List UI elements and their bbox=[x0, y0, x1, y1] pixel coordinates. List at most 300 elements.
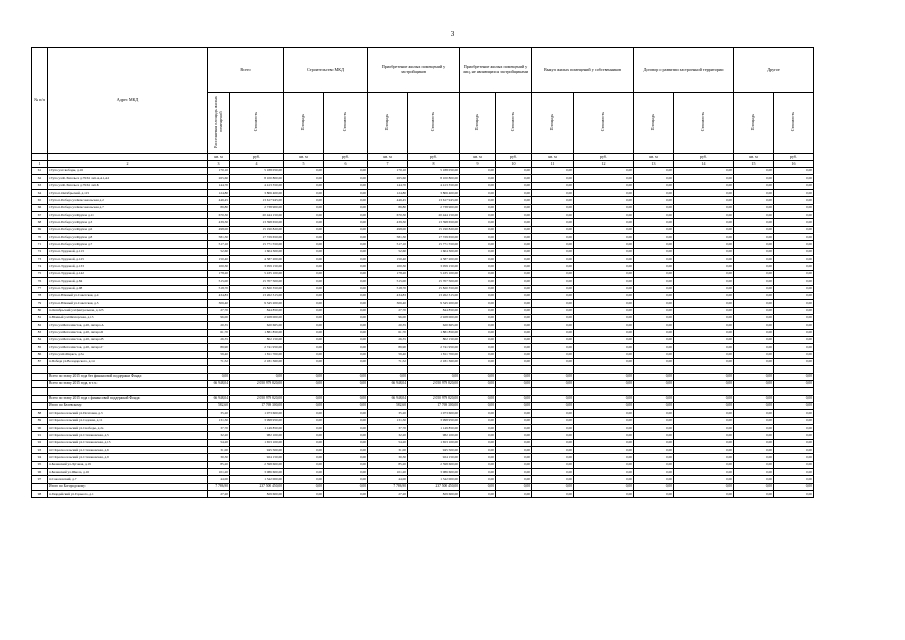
cost-cell: 0,00 bbox=[574, 439, 634, 446]
cost-cell: 0,00 bbox=[674, 469, 734, 476]
area-cell: 0,00 bbox=[460, 380, 496, 387]
area-cell: 0,00 bbox=[460, 197, 496, 204]
table-row bbox=[32, 425, 814, 432]
cost-cell: 802 150,00 bbox=[408, 336, 460, 343]
header-group-developers: Приобретение жилых помещений у застройщиков bbox=[368, 48, 460, 93]
header-col-num: № п/п bbox=[32, 48, 48, 154]
table-row bbox=[32, 314, 814, 321]
cost-cell: 0,00 bbox=[774, 447, 814, 454]
table-row bbox=[32, 454, 814, 461]
area-cell: 0,00 bbox=[460, 491, 496, 498]
address-cell: п.Белевский ул.Школа, д.16 bbox=[48, 469, 208, 476]
area-cell: 0,00 bbox=[284, 491, 324, 498]
cost-cell: 2 050 979 820,00 bbox=[408, 380, 460, 387]
area-cell: 0,00 bbox=[460, 175, 496, 182]
area-cell: 71,52 bbox=[208, 358, 230, 365]
cost-cell: 0,00 bbox=[574, 197, 634, 204]
cost-cell: 2 738 900,00 bbox=[408, 204, 460, 211]
area-cell: 0,00 bbox=[532, 410, 574, 417]
row-number: 75 bbox=[32, 270, 48, 277]
table-body bbox=[32, 168, 814, 498]
cost-cell: 0,00 bbox=[574, 351, 634, 358]
area-cell: 0,00 bbox=[284, 395, 324, 402]
cost-cell: 3 998 950,00 bbox=[408, 417, 460, 424]
cost-cell: 0,00 bbox=[674, 336, 734, 343]
area-cell: 0,00 bbox=[460, 454, 496, 461]
area-cell: 0,00 bbox=[532, 226, 574, 233]
area-cell: 0,00 bbox=[532, 439, 574, 446]
address-cell: г.Тула ул.Ф.Энгельса д.79/61 лит.Б bbox=[48, 182, 208, 189]
cost-cell: 0,00 bbox=[674, 373, 734, 380]
cost-cell: 0,00 bbox=[496, 278, 532, 285]
header-col-number: 11 bbox=[532, 161, 574, 168]
header-unit-area: кв. м bbox=[734, 154, 774, 161]
cost-cell: 0,00 bbox=[324, 197, 368, 204]
area-cell: 124,80 bbox=[368, 190, 408, 197]
cost-cell: 0,00 bbox=[574, 204, 634, 211]
area-cell: 31,00 bbox=[208, 447, 230, 454]
cost-cell: 4 587 200,00 bbox=[408, 256, 460, 263]
table-cell-empty bbox=[230, 366, 284, 373]
cost-cell: 0,00 bbox=[324, 380, 368, 387]
area-cell: 306,40 bbox=[368, 300, 408, 307]
area-cell: 0,00 bbox=[734, 461, 774, 468]
cost-cell: 0,00 bbox=[674, 307, 734, 314]
cost-cell: 2 050 979 820,00 bbox=[230, 380, 284, 387]
cost-cell: 2 741 950,00 bbox=[408, 344, 460, 351]
area-cell: 0,00 bbox=[734, 168, 774, 175]
header-col-number: 2 bbox=[48, 161, 208, 168]
row-number: 97 bbox=[32, 476, 48, 483]
table-spacer-row bbox=[32, 388, 814, 395]
cost-cell: 0,00 bbox=[574, 483, 634, 490]
cost-cell: 0,00 bbox=[674, 270, 734, 277]
row-number: 63 bbox=[32, 182, 48, 189]
row-number bbox=[32, 380, 48, 387]
cost-cell: 0,00 bbox=[674, 447, 734, 454]
address-cell: п.Южный ул.Шахтерская, д.13 bbox=[48, 314, 208, 321]
cost-cell: 1 149 850,00 bbox=[408, 425, 460, 432]
cost-cell: 3 998 950,00 bbox=[230, 417, 284, 424]
cost-cell: 0,00 bbox=[674, 182, 734, 189]
area-cell: 0,00 bbox=[460, 439, 496, 446]
cost-cell: 0,00 bbox=[496, 425, 532, 432]
table-row bbox=[32, 351, 814, 358]
area-cell: 0,00 bbox=[734, 336, 774, 343]
cost-cell: 0,00 bbox=[496, 197, 532, 204]
cost-cell: 0,00 bbox=[574, 373, 634, 380]
cost-cell: 0,00 bbox=[574, 175, 634, 182]
cost-cell: 2 928 000,00 bbox=[408, 314, 460, 321]
cost-cell: 17 769 300,00 bbox=[408, 403, 460, 410]
cost-cell: 0,00 bbox=[774, 329, 814, 336]
cost-cell: 0,00 bbox=[674, 351, 734, 358]
cost-cell: 0,00 bbox=[574, 182, 634, 189]
cost-cell: 15 707 500,00 bbox=[408, 278, 460, 285]
cost-cell: 0,00 bbox=[774, 395, 814, 402]
area-cell: 0,00 bbox=[532, 234, 574, 241]
area-cell: 170,10 bbox=[368, 168, 408, 175]
area-cell: 61,70 bbox=[208, 329, 230, 336]
cost-cell: 0,00 bbox=[324, 432, 368, 439]
address-cell: г.Тула п.Трудовой, д.113 bbox=[48, 248, 208, 255]
area-cell: 0,00 bbox=[284, 329, 324, 336]
area-cell: 0,00 bbox=[532, 263, 574, 270]
area-cell: 0,00 bbox=[634, 248, 674, 255]
area-cell: 0,00 bbox=[634, 483, 674, 490]
table-cell-empty bbox=[324, 366, 368, 373]
header-col-number: 7 bbox=[368, 161, 408, 168]
header-group-buyout: Выкуп жилых помещений у собственников bbox=[532, 48, 634, 93]
table-cell-empty bbox=[734, 388, 774, 395]
cost-cell: 982 100,00 bbox=[230, 432, 284, 439]
area-cell: 32,20 bbox=[208, 432, 230, 439]
area-cell: 52,60 bbox=[368, 248, 408, 255]
area-cell: 66 948,04 bbox=[368, 380, 408, 387]
area-cell: 20,35 bbox=[368, 322, 408, 329]
cost-cell: 0,00 bbox=[324, 476, 368, 483]
address-cell: г.Тула ул.Металлистов, д.20, литера Б bbox=[48, 329, 208, 336]
header-unit-blank bbox=[32, 154, 48, 161]
table-summary-row bbox=[32, 403, 814, 410]
area-cell: 0,00 bbox=[460, 358, 496, 365]
area-cell: 582,60 bbox=[368, 403, 408, 410]
header-unit-cost: руб. bbox=[408, 154, 460, 161]
area-cell: 66 948,04 bbox=[368, 395, 408, 402]
area-cell: 54,20 bbox=[368, 439, 408, 446]
cost-cell: 0,00 bbox=[574, 329, 634, 336]
area-cell: 0,00 bbox=[460, 278, 496, 285]
address-cell: пгт Красносельский ул.Стахановская, д.9 bbox=[48, 454, 208, 461]
cost-cell: 0,00 bbox=[496, 344, 532, 351]
area-cell: 0,00 bbox=[532, 483, 574, 490]
area-cell: 0,00 bbox=[734, 395, 774, 402]
address-cell: г.Тула ул.Металлистов, д.20, литера В bbox=[48, 336, 208, 343]
cost-cell: 0,00 bbox=[324, 425, 368, 432]
area-cell: 0,00 bbox=[460, 219, 496, 226]
cost-cell: 0,00 bbox=[774, 256, 814, 263]
cost-cell: 0,00 bbox=[496, 329, 532, 336]
area-cell: 178,20 bbox=[208, 270, 230, 277]
cost-cell: 0,00 bbox=[674, 285, 734, 292]
cost-cell: 0,00 bbox=[496, 336, 532, 343]
cost-cell: 0,00 bbox=[324, 461, 368, 468]
header-col-number: 1 bbox=[32, 161, 48, 168]
row-number: 66 bbox=[32, 204, 48, 211]
table-row bbox=[32, 447, 814, 454]
row-number: 85 bbox=[32, 344, 48, 351]
area-cell: 0,00 bbox=[532, 432, 574, 439]
cost-cell: 0,00 bbox=[324, 248, 368, 255]
table-row bbox=[32, 248, 814, 255]
cost-cell: 0,00 bbox=[774, 270, 814, 277]
area-cell: 0,00 bbox=[460, 226, 496, 233]
cost-cell: 0,00 bbox=[324, 491, 368, 498]
area-cell: 0,00 bbox=[634, 410, 674, 417]
cost-cell: 0,00 bbox=[408, 373, 460, 380]
cost-cell: 829 600,00 bbox=[408, 491, 460, 498]
cost-cell: 13 262 315,00 bbox=[408, 292, 460, 299]
header-sub-cost: Стоимость bbox=[674, 93, 734, 154]
cost-cell: 0,00 bbox=[774, 248, 814, 255]
cost-cell: 0,00 bbox=[324, 344, 368, 351]
area-cell: 0,00 bbox=[284, 469, 324, 476]
area-cell: 0,00 bbox=[532, 307, 574, 314]
summary-label: Итого по Белевскому: bbox=[48, 403, 208, 410]
table-cell-empty bbox=[324, 388, 368, 395]
header-unit-cost: руб. bbox=[774, 154, 814, 161]
table-cell-empty bbox=[574, 388, 634, 395]
address-cell: г.Тула п.Трудовой, д.84 bbox=[48, 278, 208, 285]
area-cell: 0,00 bbox=[460, 483, 496, 490]
area-cell: 517,10 bbox=[208, 241, 230, 248]
cost-cell: 0,00 bbox=[774, 476, 814, 483]
header-unit-cost: руб. bbox=[324, 154, 368, 161]
cost-cell: 0,00 bbox=[496, 270, 532, 277]
cost-cell: 0,00 bbox=[674, 476, 734, 483]
cost-cell: 0,00 bbox=[324, 439, 368, 446]
cost-cell: 0,00 bbox=[496, 226, 532, 233]
cost-cell: 0,00 bbox=[574, 425, 634, 432]
cost-cell: 15 707 500,00 bbox=[230, 278, 284, 285]
cost-cell: 0,00 bbox=[324, 336, 368, 343]
area-cell: 0,00 bbox=[284, 190, 324, 197]
cost-cell: 0,00 bbox=[774, 322, 814, 329]
area-cell: 66 948,04 bbox=[208, 395, 230, 402]
area-cell: 0,00 bbox=[734, 263, 774, 270]
area-cell: 0,00 bbox=[634, 292, 674, 299]
header-col-number: 4 bbox=[230, 161, 284, 168]
cost-cell: 0,00 bbox=[324, 270, 368, 277]
cost-cell: 0,00 bbox=[324, 329, 368, 336]
area-cell: 0,00 bbox=[460, 314, 496, 321]
cost-cell: 0,00 bbox=[496, 476, 532, 483]
cost-cell: 1 653 100,00 bbox=[230, 439, 284, 446]
area-cell: 439,30 bbox=[368, 219, 408, 226]
area-cell: 124,80 bbox=[208, 190, 230, 197]
area-cell: 89,80 bbox=[368, 204, 408, 211]
cost-cell: 0,00 bbox=[496, 410, 532, 417]
area-cell: 54,20 bbox=[208, 439, 230, 446]
table-row bbox=[32, 469, 814, 476]
address-cell: г.Тула п.Южный ул.Советская, д.4 bbox=[48, 292, 208, 299]
area-cell: 0,00 bbox=[634, 285, 674, 292]
cost-cell: 13 617 945,00 bbox=[408, 197, 460, 204]
area-cell: 0,00 bbox=[460, 417, 496, 424]
table-cell-empty bbox=[208, 388, 230, 395]
table-cell-empty bbox=[48, 388, 208, 395]
area-cell: 498,00 bbox=[208, 226, 230, 233]
cost-cell: 20 444 150,00 bbox=[230, 212, 284, 219]
area-cell: 0,00 bbox=[284, 447, 324, 454]
area-cell: 0,00 bbox=[734, 212, 774, 219]
cost-cell: 0,00 bbox=[774, 168, 814, 175]
area-cell: 144,70 bbox=[368, 182, 408, 189]
cost-cell: 0,00 bbox=[774, 432, 814, 439]
area-cell: 0,00 bbox=[634, 175, 674, 182]
area-cell: 35,20 bbox=[368, 410, 408, 417]
table-cell-empty bbox=[532, 388, 574, 395]
cost-cell: 0,00 bbox=[674, 425, 734, 432]
header-unit-area: кв. м bbox=[634, 154, 674, 161]
cost-cell: 0,00 bbox=[496, 403, 532, 410]
cost-cell: 945 500,00 bbox=[230, 447, 284, 454]
cost-cell: 0,00 bbox=[324, 285, 368, 292]
area-cell: 61,70 bbox=[368, 329, 408, 336]
cost-cell: 1 881 850,00 bbox=[408, 329, 460, 336]
area-cell: 582,60 bbox=[208, 403, 230, 410]
area-cell: 306,40 bbox=[208, 300, 230, 307]
area-cell: 0,00 bbox=[284, 417, 324, 424]
table-row bbox=[32, 439, 814, 446]
area-cell: 0,00 bbox=[634, 314, 674, 321]
cost-cell: 0,00 bbox=[324, 190, 368, 197]
area-cell: 0,00 bbox=[734, 226, 774, 233]
table-summary-row bbox=[32, 395, 814, 402]
area-cell: 89,80 bbox=[208, 204, 230, 211]
cost-cell: 0,00 bbox=[324, 219, 368, 226]
area-cell: 515,00 bbox=[368, 278, 408, 285]
row-number: 81 bbox=[32, 314, 48, 321]
cost-cell: 0,00 bbox=[674, 403, 734, 410]
area-cell: 0,00 bbox=[460, 447, 496, 454]
cost-cell: 0,00 bbox=[574, 278, 634, 285]
cost-cell: 5 435 100,00 bbox=[230, 270, 284, 277]
address-cell: г.Тула ул.К.Маркса, д.5а bbox=[48, 351, 208, 358]
cost-cell: 2 181 360,00 bbox=[408, 358, 460, 365]
header-group-development-contract: Договор о развитии застроенной территории bbox=[634, 48, 734, 93]
header-sub-area: Площадь bbox=[734, 93, 774, 154]
cost-cell: 0,00 bbox=[574, 336, 634, 343]
cost-cell: 17 769 300,00 bbox=[230, 403, 284, 410]
table-cell-empty bbox=[32, 366, 48, 373]
cost-cell: 5 435 100,00 bbox=[408, 270, 460, 277]
header-col-number: 3 bbox=[208, 161, 230, 168]
area-cell: 0,00 bbox=[208, 373, 230, 380]
cost-cell: 13 398 650,00 bbox=[230, 219, 284, 226]
cost-cell: 0,00 bbox=[496, 358, 532, 365]
area-cell: 0,00 bbox=[460, 329, 496, 336]
header-col-number: 12 bbox=[574, 161, 634, 168]
table-cell-empty bbox=[774, 366, 814, 373]
area-cell: 0,00 bbox=[734, 351, 774, 358]
cost-cell: 0,00 bbox=[774, 241, 814, 248]
area-cell: 0,00 bbox=[284, 344, 324, 351]
address-cell: п.Гвардейский ул.Горького, д.1 bbox=[48, 491, 208, 498]
table-row bbox=[32, 182, 814, 189]
area-cell: 96,00 bbox=[368, 314, 408, 321]
area-cell: 101,20 bbox=[368, 469, 408, 476]
area-cell: 0,00 bbox=[532, 491, 574, 498]
cost-cell: 5 188 050,00 bbox=[230, 168, 284, 175]
cost-cell: 0,00 bbox=[496, 175, 532, 182]
header-group-non-developers: Приобретение жилых помещений у лиц, не являющихся застройщиками bbox=[460, 48, 532, 93]
area-cell: 670,30 bbox=[368, 212, 408, 219]
cost-cell: 0,00 bbox=[324, 204, 368, 211]
cost-cell: 0,00 bbox=[496, 417, 532, 424]
area-cell: 0,00 bbox=[734, 358, 774, 365]
row-number: 96 bbox=[32, 469, 48, 476]
area-cell: 27,70 bbox=[368, 307, 408, 314]
cost-cell: 1 342 000,00 bbox=[230, 476, 284, 483]
area-cell: 0,00 bbox=[734, 373, 774, 380]
area-cell: 0,00 bbox=[634, 491, 674, 498]
cost-cell: 0,00 bbox=[324, 417, 368, 424]
cost-cell: 0,00 bbox=[496, 241, 532, 248]
area-cell: 0,00 bbox=[284, 263, 324, 270]
address-cell: г.Тула п.Трудовой, д.133 bbox=[48, 263, 208, 270]
area-cell: 0,00 bbox=[734, 219, 774, 226]
area-cell: 44,00 bbox=[368, 476, 408, 483]
cost-cell: 0,00 bbox=[574, 491, 634, 498]
cost-cell: 0,00 bbox=[574, 190, 634, 197]
area-cell: 0,00 bbox=[460, 373, 496, 380]
table-cell-empty bbox=[208, 366, 230, 373]
cost-cell: 0,00 bbox=[574, 403, 634, 410]
cost-cell: 0,00 bbox=[774, 483, 814, 490]
area-cell: 150,40 bbox=[208, 256, 230, 263]
cost-cell: 0,00 bbox=[674, 212, 734, 219]
table-row bbox=[32, 491, 814, 498]
area-cell: 131,30 bbox=[368, 417, 408, 424]
area-cell: 0,00 bbox=[734, 307, 774, 314]
row-number: 88 bbox=[32, 410, 48, 417]
cost-cell: 0,00 bbox=[774, 212, 814, 219]
header-sub-cost: Стоимость bbox=[496, 93, 532, 154]
cost-cell: 9 345 200,00 bbox=[408, 300, 460, 307]
cost-cell: 0,00 bbox=[674, 175, 734, 182]
table-spacer-row bbox=[32, 366, 814, 373]
area-cell: 0,00 bbox=[734, 256, 774, 263]
area-cell: 0,00 bbox=[734, 278, 774, 285]
header-col-number: 5 bbox=[284, 161, 324, 168]
cost-cell: 0,00 bbox=[674, 314, 734, 321]
area-cell: 0,00 bbox=[634, 373, 674, 380]
area-cell: 0,00 bbox=[532, 285, 574, 292]
table-row bbox=[32, 234, 814, 241]
cost-cell: 0,00 bbox=[774, 351, 814, 358]
cost-cell: 0,00 bbox=[496, 182, 532, 189]
area-cell: 0,00 bbox=[284, 314, 324, 321]
table-cell-empty bbox=[368, 366, 408, 373]
cost-cell: 0,00 bbox=[574, 292, 634, 299]
row-number: 91 bbox=[32, 432, 48, 439]
area-cell: 0,00 bbox=[634, 380, 674, 387]
area-cell: 0,00 bbox=[734, 439, 774, 446]
area-cell: 170,10 bbox=[208, 168, 230, 175]
cost-cell: 1 149 850,00 bbox=[230, 425, 284, 432]
cost-cell: 0,00 bbox=[574, 270, 634, 277]
cost-cell: 0,00 bbox=[574, 263, 634, 270]
area-cell: 0,00 bbox=[634, 336, 674, 343]
summary-label: Всего по этапу 2015 года, в т.ч.: bbox=[48, 380, 208, 387]
table-cell-empty bbox=[32, 388, 48, 395]
table-summary-row bbox=[32, 483, 814, 490]
area-cell: 0,00 bbox=[532, 344, 574, 351]
area-cell: 0,00 bbox=[532, 197, 574, 204]
area-cell: 0,00 bbox=[460, 285, 496, 292]
cost-cell: 0,00 bbox=[674, 241, 734, 248]
table-row bbox=[32, 410, 814, 417]
cost-cell: 0,00 bbox=[674, 190, 734, 197]
cost-cell: 237 500 450,00 bbox=[230, 483, 284, 490]
cost-cell: 0,00 bbox=[674, 395, 734, 402]
area-cell: 0,00 bbox=[284, 278, 324, 285]
cost-cell: 9 345 200,00 bbox=[230, 300, 284, 307]
header-col-number: 10 bbox=[496, 161, 532, 168]
area-cell: 0,00 bbox=[634, 234, 674, 241]
cost-cell: 0,00 bbox=[574, 432, 634, 439]
